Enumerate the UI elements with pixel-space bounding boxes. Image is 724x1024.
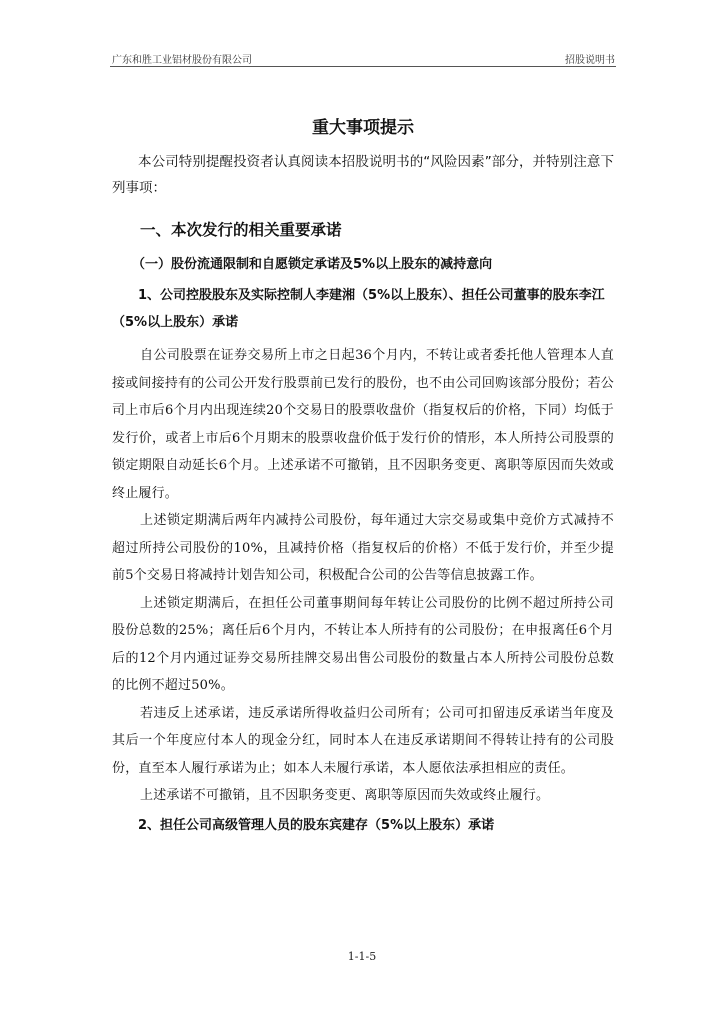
item-heading-2: 2、担任公司高级管理人员的股东宾建存（5%以上股东）承诺 (138, 817, 495, 833)
commitment-paragraph-lockup: 自公司股票在证券交易所上市之日起36个月内，不转让或者委托他人管理本人直接或间接持有的公司公开发行股票前已发行的股份，也不由公司回购该部分股份；若公司上市后6个月内出现连续20个交易日的股票收盘价（指复权后的价格，下同）均低于发行价，或者上市后6个月期末的股票收盘价低于发行价的情形，本人所持公司股票的锁定期限自动延长6个月。上述承诺不可撤销，且不因职务变更、离职等原因而失效或终止履行。 (112, 348, 614, 501)
commitment-paragraph-reduction: 上述锁定期满后两年内减持公司股份，每年通过大宗交易或集中竞价方式减持不超过所持公司股份的10%，且减持价格（指复权后的价格）不低于发行价，并至少提前5个交易日将减持计划告知公司，积极配合公司的公告等信息披露工作。 (112, 513, 614, 583)
commitment-paragraph-irrevocable: 上述承诺不可撤销，且不因职务变更、离职等原因而失效或终止履行。 (140, 788, 550, 803)
commitment-paragraph-violation: 若违反上述承诺，违反承诺所得收益归公司所有；公司可扣留违反承诺当年度及其后一个年度应付本人的现金分红，同时本人在违反承诺期间不得转让持有的公司股份，直至本人履行承诺为止；如本人未履行承诺，本人愿依法承担相应的责任。 (112, 705, 614, 776)
header-document-type: 招股说明书 (565, 55, 615, 66)
item-heading-1: 1、公司控股股东及实际控制人李建湘（5%以上股东）、担任公司董事的股东李江（5%以上股东）承诺 (112, 288, 605, 330)
subsection-heading-1: （一）股份流通限制和自愿锁定承诺及5%以上股东的减持意向 (132, 257, 493, 272)
intro-paragraph: 本公司特别提醒投资者认真阅读本招股说明书的“风险因素”部分，并特别注意下列事项： (112, 154, 614, 196)
header-company-name: 广东和胜工业铝材股份有限公司 (112, 55, 252, 66)
section-heading-1: 一、本次发行的相关重要承诺 (140, 221, 342, 239)
page-number: 1-1-5 (347, 950, 377, 963)
page-content (112, 113, 614, 839)
header-divider (110, 66, 616, 67)
commitment-paragraph-director-transfer: 上述锁定期满后，在担任公司董事期间每年转让公司股份的比例不超过所持公司股份总数的25%；离任后6个月内，不转让本人所持有的公司股份；在申报离任6个月后的12个月内通过证券交易所挂牌交易出售公司股份的数量占本人所持公司股份总数的比例不超过50%。 (112, 595, 614, 693)
page-title: 重大事项提示 (312, 118, 414, 138)
